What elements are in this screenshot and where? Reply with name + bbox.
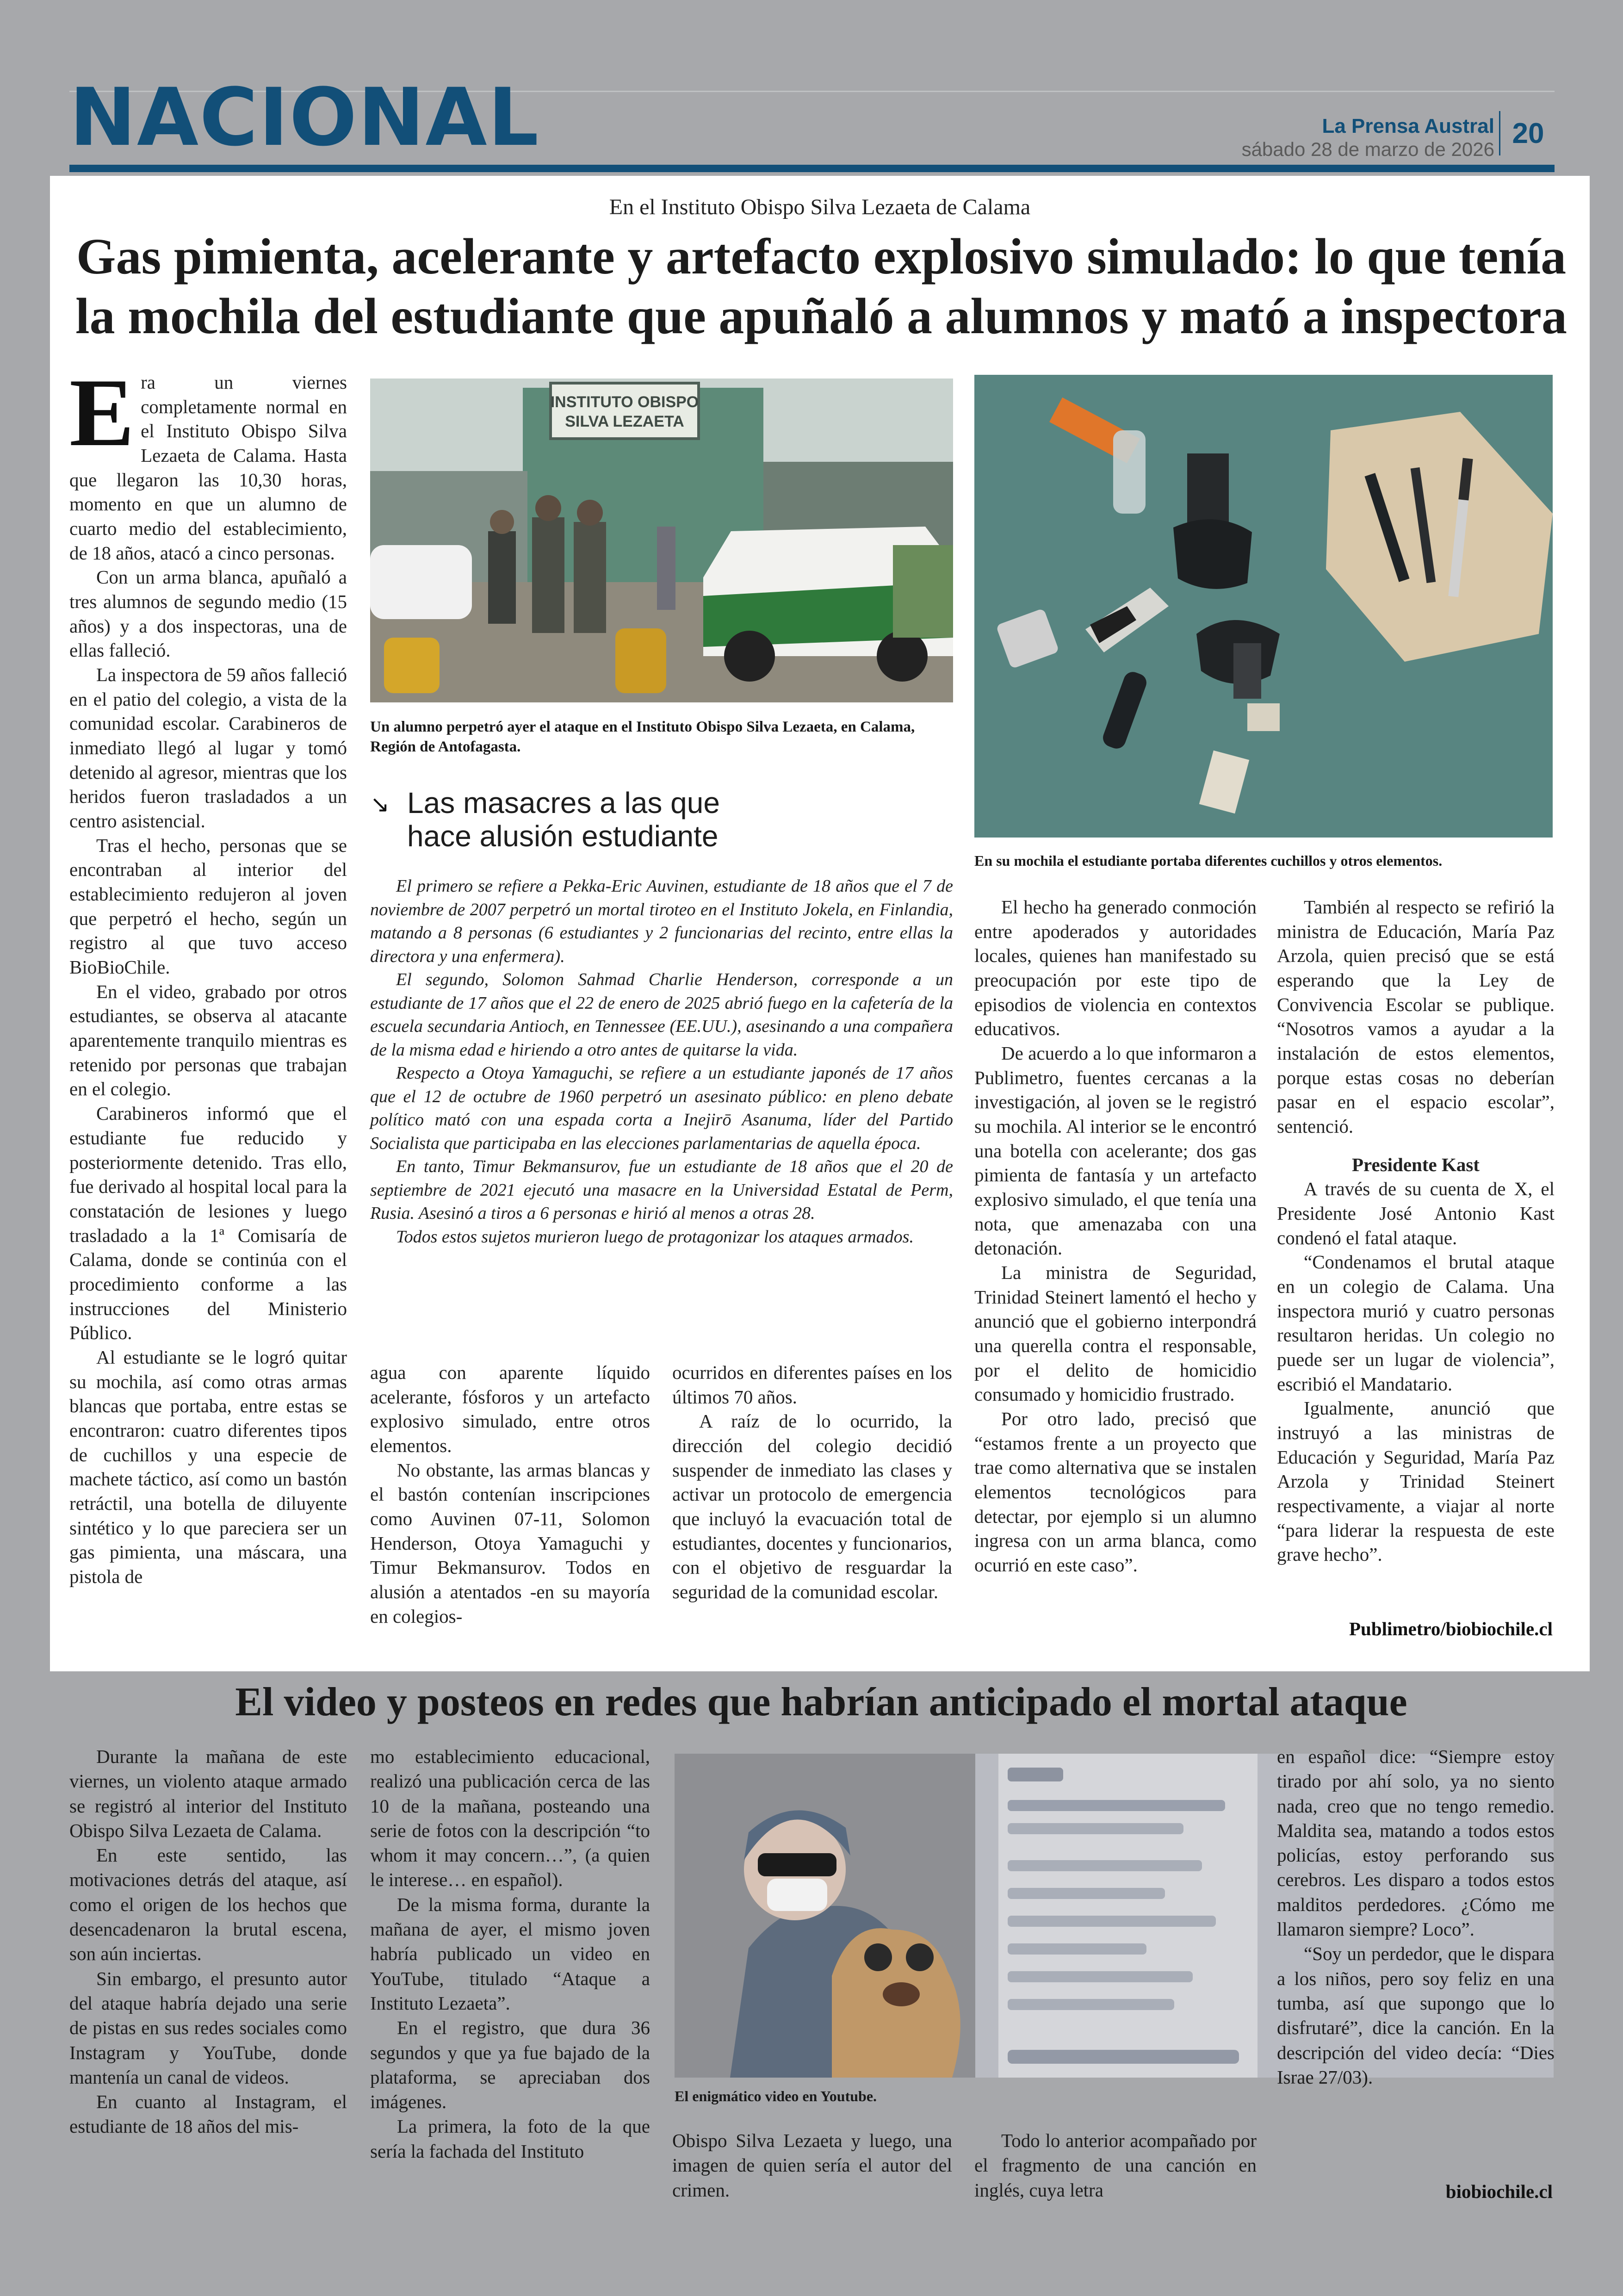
drop-cap: E bbox=[69, 359, 135, 466]
second-col1-paragraph-2: En este sentido, las motivaciones detrás del ataque, así como el origen de los hechos que desencadenaron la brutal escena, son aún inciertas. bbox=[69, 1844, 347, 1965]
sidebar-heading bbox=[370, 787, 953, 853]
school-entrance-photo bbox=[370, 379, 953, 702]
second-article-column-2 bbox=[370, 1744, 650, 2164]
sidebar-heading-line-1: Las masacres a las que bbox=[407, 786, 720, 819]
section-title: NACIONAL bbox=[69, 71, 540, 164]
second-article-column-3 bbox=[672, 2128, 952, 2203]
article-column-2 bbox=[370, 1360, 650, 1628]
col1-paragraph-1: ra un viernes completamente normal en el Instituto Obispo Silva Lezaeta de Calama. Hasta que llegaron las 10,30 horas, momento en que un alumno de cuarto medio del establecimiento, de 18 años, atacó a cinco personas. bbox=[69, 372, 347, 564]
col1-paragraph-6: Carabineros informó que el estudiante fue reducido y posteriormente detenido. Tras ello, fue derivado al hospital local para la constatación de lesiones y luego trasladado a la 1ª Comisaría de Calama, donde se continúa con el procedimiento conforme a las instrucciones del Ministerio Público. bbox=[69, 1103, 347, 1344]
sidebar-paragraph-1: El primero se refiere a Pekka-Eric Auvinen, estudiante de 18 años que el 7 de noviembre de 2007 perpetró un mortal tiroteo en el Instituto Jokela, en Finlandia, matando a 8 personas (6 estudiantes y 2 funcionarias del recinto, entre ellas la directora y una enfermera). bbox=[370, 876, 953, 966]
second-article-column-1 bbox=[69, 1744, 347, 2139]
sidebar-paragraph-2: El segundo, Solomon Sahmad Charlie Henderson, corresponde a un estudiante de 17 años que el 22 de enero de 2025 abrió fuego en la cafetería de la escuela secundaria Antioch, en Tennessee (EE.UU.), asesinando a una compañera de la misma edad e hiriendo a otro antes de quitarse la vida. bbox=[370, 970, 953, 1060]
article-headline bbox=[69, 227, 1573, 346]
col1-paragraph-7: Al estudiante se le logró quitar su mochila, así como otras armas blancas que portaba, entre estas se encontraron: cuatro diferentes tipos de cuchillos y una especie de machete táctico, así como un bastón retráctil, una botella de diluyente sintético y lo que pareciera ser un gas pimienta, una máscara, una pistola de bbox=[69, 1346, 347, 1587]
col1-paragraph-2: Con un arma blanca, apuñaló a tres alumnos de segundo medio (15 años) y a dos inspectoras, una de ellas falleció. bbox=[69, 566, 347, 661]
col4-paragraph-1: El hecho ha generado conmoción entre apoderados y autoridades locales, quienes han manifestado su preocupación por este tipo de episodios de violencia en contextos educativos. bbox=[974, 896, 1257, 1040]
second-col1-paragraph-1: Durante la mañana de este viernes, un violento ataque armado se registró al interior del Instituto Obispo Silva Lezaeta de Calama. bbox=[69, 1746, 347, 1841]
col5-paragraph-4: Igualmente, anunció que instruyó a las ministras de Educación y Seguridad, María Paz Arzola y Trinidad Steinert respectivamente, a viajar al norte “para liderar la respuesta de este grave hecho”. bbox=[1277, 1397, 1555, 1565]
backpack-items-illustration bbox=[974, 375, 1553, 838]
second-col2-paragraph-3: En el registro, que dura 36 segundos y que ya fue bajado de la plataforma, se apreciaban dos imágenes. bbox=[370, 2017, 650, 2113]
headline-line-2: la mochila del estudiante que apuñaló a alumnos y mató a inspectora bbox=[75, 287, 1567, 344]
col4-paragraph-4: Por otro lado, precisó que “estamos frente a un proyecto que trae como alternativa que se instalen elementos tecnológicos para detectar, por ejemplo si un alumno ingresa con un arma blanca, como ocurrió en este caso”. bbox=[974, 1408, 1257, 1576]
col3-paragraph-1: ocurridos en diferentes países en los últimos 70 años. bbox=[672, 1362, 952, 1408]
school-photo-caption: Un alumno perpetró ayer el ataque en el Instituto Obispo Silva Lezaeta, en Calama, Región de Antofagasta. bbox=[370, 719, 915, 755]
publication-date: sábado 28 de marzo de 2026 bbox=[1241, 138, 1494, 160]
col4-paragraph-2: De acuerdo a lo que informaron a Publimetro, fuentes cercanas a la investigación, al joven se le registró su mochila. Al interior se le encontró una botella con acelerante; dos gas pimienta de fantasía y un artefacto explosivo simulado, el que tenía una nota, que amenazaba con una detonación. bbox=[974, 1043, 1257, 1259]
video-screenshot-caption: El enigmático video en Youtube. bbox=[675, 2088, 877, 2104]
arrow-down-right-icon: ↘ bbox=[370, 791, 390, 817]
school-sign-line-2: SILVA LEZAETA bbox=[565, 413, 684, 430]
sidebar-paragraph-4: En tanto, Timur Bekmansurov, fue un estudiante de 18 años que el 20 de septiembre de 2021 ejecutó una masacre en la Universidad Estatal de Perm, Rusia. Asesinó a tiros a 6 personas e hirió al menos a otras 28. bbox=[370, 1157, 953, 1223]
article-column-5 bbox=[1277, 895, 1555, 1567]
second-article-source: biobiochile.cl bbox=[1445, 2181, 1553, 2202]
article-column-1 bbox=[69, 359, 347, 1589]
second-col1-paragraph-4: En cuanto al Instagram, el estudiante de 18 años del mis- bbox=[69, 2091, 347, 2137]
col5-paragraph-2: A través de su cuenta de X, el Presidente José Antonio Kast condenó el fatal ataque. bbox=[1277, 1178, 1555, 1248]
page-number: 20 bbox=[1499, 111, 1556, 155]
backpack-contents-photo bbox=[974, 375, 1553, 838]
second-col4-paragraph-1: Todo lo anterior acompañado por el fragmento de una canción en inglés, cuya letra bbox=[974, 2130, 1257, 2201]
header-bottom-rule bbox=[69, 165, 1555, 172]
sidebar-paragraph-5: Todos estos sujetos murieron luego de protagonizar los ataques armados. bbox=[396, 1227, 914, 1247]
article-source: Publimetro/biobiochile.cl bbox=[1349, 1618, 1553, 1639]
col5-paragraph-3: “Condenamos el brutal ataque en un colegio de Calama. Una inspectora murió y cuatro personas resultaron heridas. Un colegio no puede ser un lugar de violencia”, escribió el Mandatario. bbox=[1277, 1251, 1555, 1395]
school-entrance-illustration bbox=[370, 379, 953, 702]
masthead bbox=[1203, 115, 1494, 161]
sidebar-heading-line-2: hace alusión estudiante bbox=[407, 819, 719, 853]
col4-paragraph-3: La ministra de Seguridad, Trinidad Steinert lamentó el hecho y anunció que el gobierno interpondrá una querella contra el responsable, por el delito de homicidio consumado y homicidio frustrado. bbox=[974, 1262, 1257, 1405]
second-col2-paragraph-2: De la misma forma, durante la mañana de ayer, el mismo joven habría publicado un video en YouTube, titulado “Ataque a Instituto Lezaeta”. bbox=[370, 1893, 650, 2014]
article-column-4 bbox=[974, 895, 1257, 1577]
sidebar-text bbox=[370, 875, 953, 1249]
publication-name: La Prensa Austral bbox=[1322, 115, 1494, 137]
article-kicker: En el Instituto Obispo Silva Lezaeta de Calama bbox=[609, 195, 1031, 219]
headline-line-1: Gas pimienta, acelerante y artefacto explosivo simulado: lo que tenía bbox=[76, 228, 1567, 285]
col1-paragraph-5: En el video, grabado por otros estudiantes, se observa al atacante aparentemente tranquilo mientras es retenido por personas que trabajan en el colegio. bbox=[69, 980, 347, 1100]
second-col2-paragraph-4: La primera, la foto de la que sería la fachada del Instituto bbox=[370, 2116, 650, 2162]
second-col5-paragraph-1: en español dice: “Siempre estoy tirado por ahí solo, ya no siento nada, creo que no tengo remedio. Maldita sea, matando a todos estos policías, estoy perforando sus cerebros. Les disparo a todos estos malditos perdedores. ¿Cómo me llamaron siempre? Loco”. bbox=[1277, 1746, 1555, 1940]
article-column-3 bbox=[672, 1360, 952, 1604]
second-col2-paragraph-1: mo establecimiento educacional, realizó una publicación cerca de las 10 de la mañana, posteando una serie de fotos con la descripción “to whom it may concern…”, (a quien le interese… en español). bbox=[370, 1746, 650, 1891]
col1-paragraph-4: Tras el hecho, personas que se encontraban al interior del establecimiento redujeron al joven que perpetró el hecho, según un registro al que tuvo acceso BioBioChile. bbox=[69, 834, 347, 978]
second-col5-paragraph-2: “Soy un perdedor, que le dispara a los niños, pero soy feliz en una tumba, así que supongo que lo disfrutaré”, dice la canción. En la descripción del video decía: “Dies Israe 27/03). bbox=[1277, 1943, 1555, 2088]
col5-subheading: Presidente Kast bbox=[1352, 1154, 1480, 1175]
second-article-column-4 bbox=[974, 2128, 1257, 2203]
second-article-headline: El video y posteos en redes que habrían anticipado el mortal ataque bbox=[235, 1680, 1407, 1725]
second-col1-paragraph-3: Sin embargo, el presunto autor del ataque habría dejado una serie de pistas en sus redes sociales como Instagram y YouTube, donde mantenía un canal de videos. bbox=[69, 1967, 347, 2088]
school-sign-line-1: INSTITUTO OBISPO bbox=[550, 393, 699, 411]
sidebar-paragraph-3: Respecto a Otoya Yamaguchi, se refiere a un estudiante japonés de 17 años que el 12 de octubre de 1960 perpetró un asesinato público: en pleno debate político mató con una espada corta a Inejirō Asanuma, líder del Partido Socialista que participaba en las elecciones parlamentarias de aquella época. bbox=[370, 1063, 953, 1153]
second-article-column-5 bbox=[1277, 1744, 1555, 2090]
col5-paragraph-1: También al respecto se refirió la ministra de Educación, María Paz Arzola, quien precisó que se está esperando que la Ley de Convivencia Escolar se publique. “Nosotros vamos a ayudar a la instalación de estos elementos, porque estas cosas no deberían pasar en el espacio escolar”, sentenció. bbox=[1277, 896, 1555, 1137]
col3-paragraph-2: A raíz de lo ocurrido, la dirección del colegio decidió suspender de inmediato las clases y activar un protocolo de emergencia que incluyó la evacuación total de estudiantes, docentes y funcionarios, con el objetivo de resguardar la seguridad de la comunidad escolar. bbox=[672, 1410, 952, 1603]
col2-paragraph-2: No obstante, las armas blancas y el bastón contenían inscripciones como Auvinen 07-11, Solomon Henderson, Otoya Yamaguchi y Timur Bekmansurov. Todos en alusión a atentados -en su mayoría en colegios- bbox=[370, 1459, 650, 1627]
col1-paragraph-3: La inspectora de 59 años falleció en el patio del colegio, a vista de la comunidad escolar. Carabineros de inmediato llegó al lugar y tomó detenido al agresor, mientras que los heridos fueron trasladados a un centro asistencial. bbox=[69, 664, 347, 832]
backpack-photo-caption: En su mochila el estudiante portaba diferentes cuchillos y otros elementos. bbox=[974, 852, 1443, 869]
col2-paragraph-1: agua con aparente líquido acelerante, fósforos y un artefacto explosivo simulado, entre otros elementos. bbox=[370, 1362, 650, 1457]
second-col3-paragraph-1: Obispo Silva Lezaeta y luego, una imagen de quien sería el autor del crimen. bbox=[672, 2130, 952, 2201]
